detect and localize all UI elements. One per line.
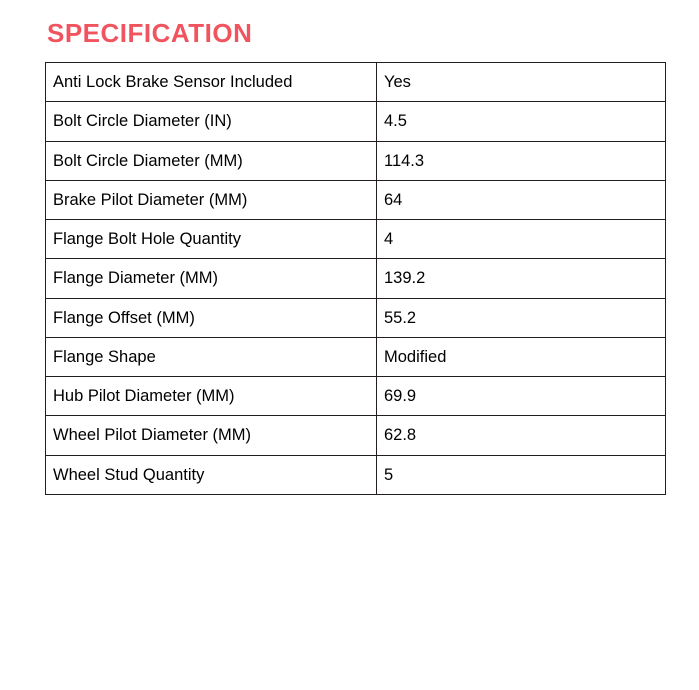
table-row	[46, 377, 666, 416]
spec-value: 4.5	[377, 102, 666, 141]
table-row	[46, 141, 666, 180]
table-row	[46, 180, 666, 219]
spec-value: 114.3	[377, 141, 666, 180]
table-row	[46, 63, 666, 102]
spec-value: 4	[377, 220, 666, 259]
spec-value: 62.8	[377, 416, 666, 455]
specification-table	[45, 62, 666, 495]
spec-value: Modified	[377, 337, 666, 376]
spec-value: 69.9	[377, 377, 666, 416]
spec-label: Wheel Stud Quantity	[46, 455, 377, 494]
table-row	[46, 298, 666, 337]
spec-value: Yes	[377, 63, 666, 102]
table-row	[46, 455, 666, 494]
spec-label: Anti Lock Brake Sensor Included	[46, 63, 377, 102]
spec-label: Bolt Circle Diameter (MM)	[46, 141, 377, 180]
table-row	[46, 337, 666, 376]
table-row	[46, 220, 666, 259]
spec-label: Flange Diameter (MM)	[46, 259, 377, 298]
specification-table-body	[46, 63, 666, 495]
spec-label: Bolt Circle Diameter (IN)	[46, 102, 377, 141]
spec-label: Brake Pilot Diameter (MM)	[46, 180, 377, 219]
table-row	[46, 102, 666, 141]
table-row	[46, 416, 666, 455]
table-row	[46, 259, 666, 298]
page-title: SPECIFICATION	[47, 18, 253, 48]
specification-table-container	[45, 62, 665, 495]
spec-value: 64	[377, 180, 666, 219]
spec-label: Flange Bolt Hole Quantity	[46, 220, 377, 259]
spec-label: Hub Pilot Diameter (MM)	[46, 377, 377, 416]
spec-label: Wheel Pilot Diameter (MM)	[46, 416, 377, 455]
spec-value: 5	[377, 455, 666, 494]
spec-label: Flange Offset (MM)	[46, 298, 377, 337]
spec-value: 55.2	[377, 298, 666, 337]
spec-value: 139.2	[377, 259, 666, 298]
spec-label: Flange Shape	[46, 337, 377, 376]
